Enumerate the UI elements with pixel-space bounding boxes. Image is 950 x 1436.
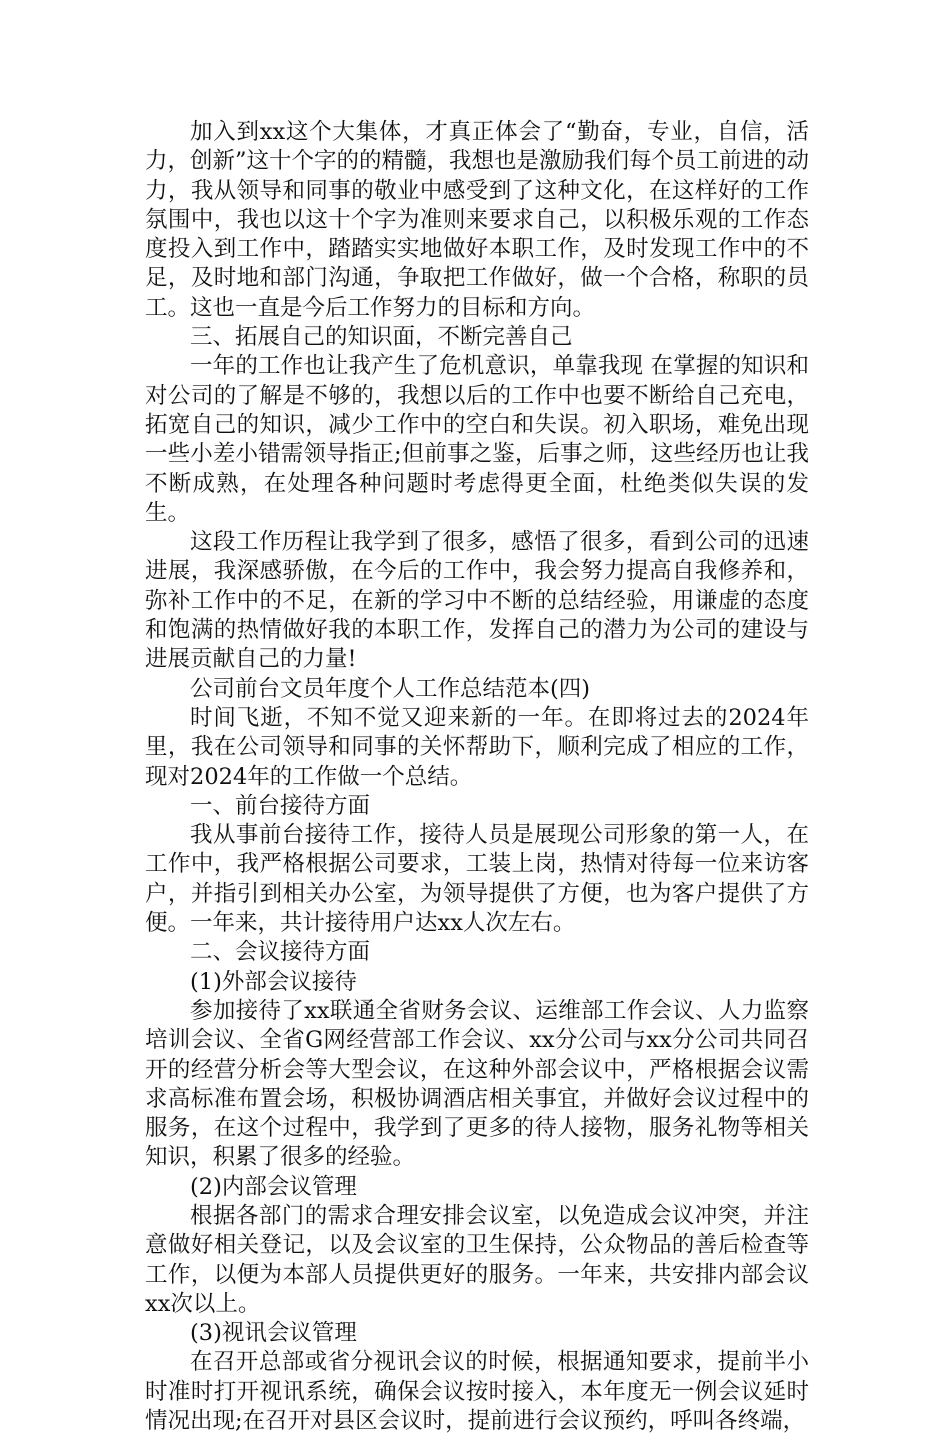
document-body xyxy=(145,118,809,1436)
heading-section-3: 三、拓展自己的知识面，不断完善自己 xyxy=(190,324,573,351)
subheading-video-meetings: (3)视讯会议管理 xyxy=(190,1320,357,1347)
paragraph-external-meetings: 参加接待了xx联通全省财务会议、运维部工作会议、人力监察培训会议、全省G网经营部工作会议、xx分公司与xx分公司共同召开的经营分析会等大型会议，在这种外部会议中，严格根据会议需求高标准布置会场，积极协调酒店相关事宜，并做好会议过程中的服务，在这个过程中，我学到了更多的待人接物，服务礼物等相关知识，积累了很多的经验。 xyxy=(145,997,809,1171)
paragraph-video-meetings: 在召开总部或省分视讯会议的时候，根据通知要求，提前半小时准时打开视讯系统，确保会议按时接入，本年度无一例会议延时情况出现;在召开对县区会议时，提前进行会议预约，呼叫各终端， xyxy=(145,1349,809,1435)
paragraph-crisis-awareness: 一年的工作也让我产生了危机意识，单靠我现 在掌握的知识和对公司的了解是不够的，我想以后的工作中也要不断给自己充电，拓宽自己的知识，减少工作中的空白和失误。初入职场，难免出现一些小差小错需领导指正;但前事之鉴，后事之师，这些经历也让我不断成熟，在处理各种问题时考虑得更全面，杜绝类似失误的发生。 xyxy=(145,353,809,526)
heading-reception: 一、前台接待方面 xyxy=(190,792,371,819)
subheading-internal-meetings: (2)内部会议管理 xyxy=(190,1173,357,1200)
subheading-external-meetings: (1)外部会议接待 xyxy=(190,968,357,995)
heading-sample-4: 公司前台文员年度个人工作总结范本(四) xyxy=(190,675,591,702)
paragraph-culture: 加入到xx这个大集体，才真正体会了“勤奋，专业，自信，活力，创新”这十个字的的精髓，我想也是激励我们每个员工前进的动力，我从领导和同事的敬业中感受到了这种文化，在这样好的工作氛围中，我也以这十个字为准则来要求自己，以积极乐观的工作态度投入到工作中，踏踏实实地做好本职工作，及时发现工作中的不足，及时地和部门沟通，争取把工作做好，做一个合格，称职的员工。这也一直是今后工作努力的目标和方向。 xyxy=(145,119,810,321)
paragraph-internal-meetings: 根据各部门的需求合理安排会议室，以免造成会议冲突，并注意做好相关登记，以及会议室的卫生保持，公众物品的善后检查等工作，以便为本部人员提供更好的服务。一年来，共安排内部会议xx次以上。 xyxy=(145,1202,809,1317)
paragraph-conclusion: 这段工作历程让我学到了很多，感悟了很多，看到公司的迅速进展，我深感骄傲，在今后的工作中，我会努力提高自我修养和，弥补工作中的不足，在新的学习中不断的总结经验，用谦虚的态度和饱满的热情做好我的本职工作，发挥自己的潜力为公司的建设与进展贡献自己的力量! xyxy=(145,529,809,673)
paragraph-intro: 时间飞逝，不知不觉又迎来新的一年。在即将过去的2024年里，我在公司领导和同事的关怀帮助下，顺利完成了相应的工作，现对2024年的工作做一个总结。 xyxy=(145,704,809,790)
paragraph-reception: 我从事前台接待工作，接待人员是展现公司形象的第一人，在工作中，我严格根据公司要求，工装上岗，热情对待每一位来访客户，并指引到相关办公室，为领导提供了方便，也为客户提供了方便。一年来，共计接待用户达xx人次左右。 xyxy=(145,822,809,937)
heading-meetings: 二、会议接待方面 xyxy=(190,939,371,966)
